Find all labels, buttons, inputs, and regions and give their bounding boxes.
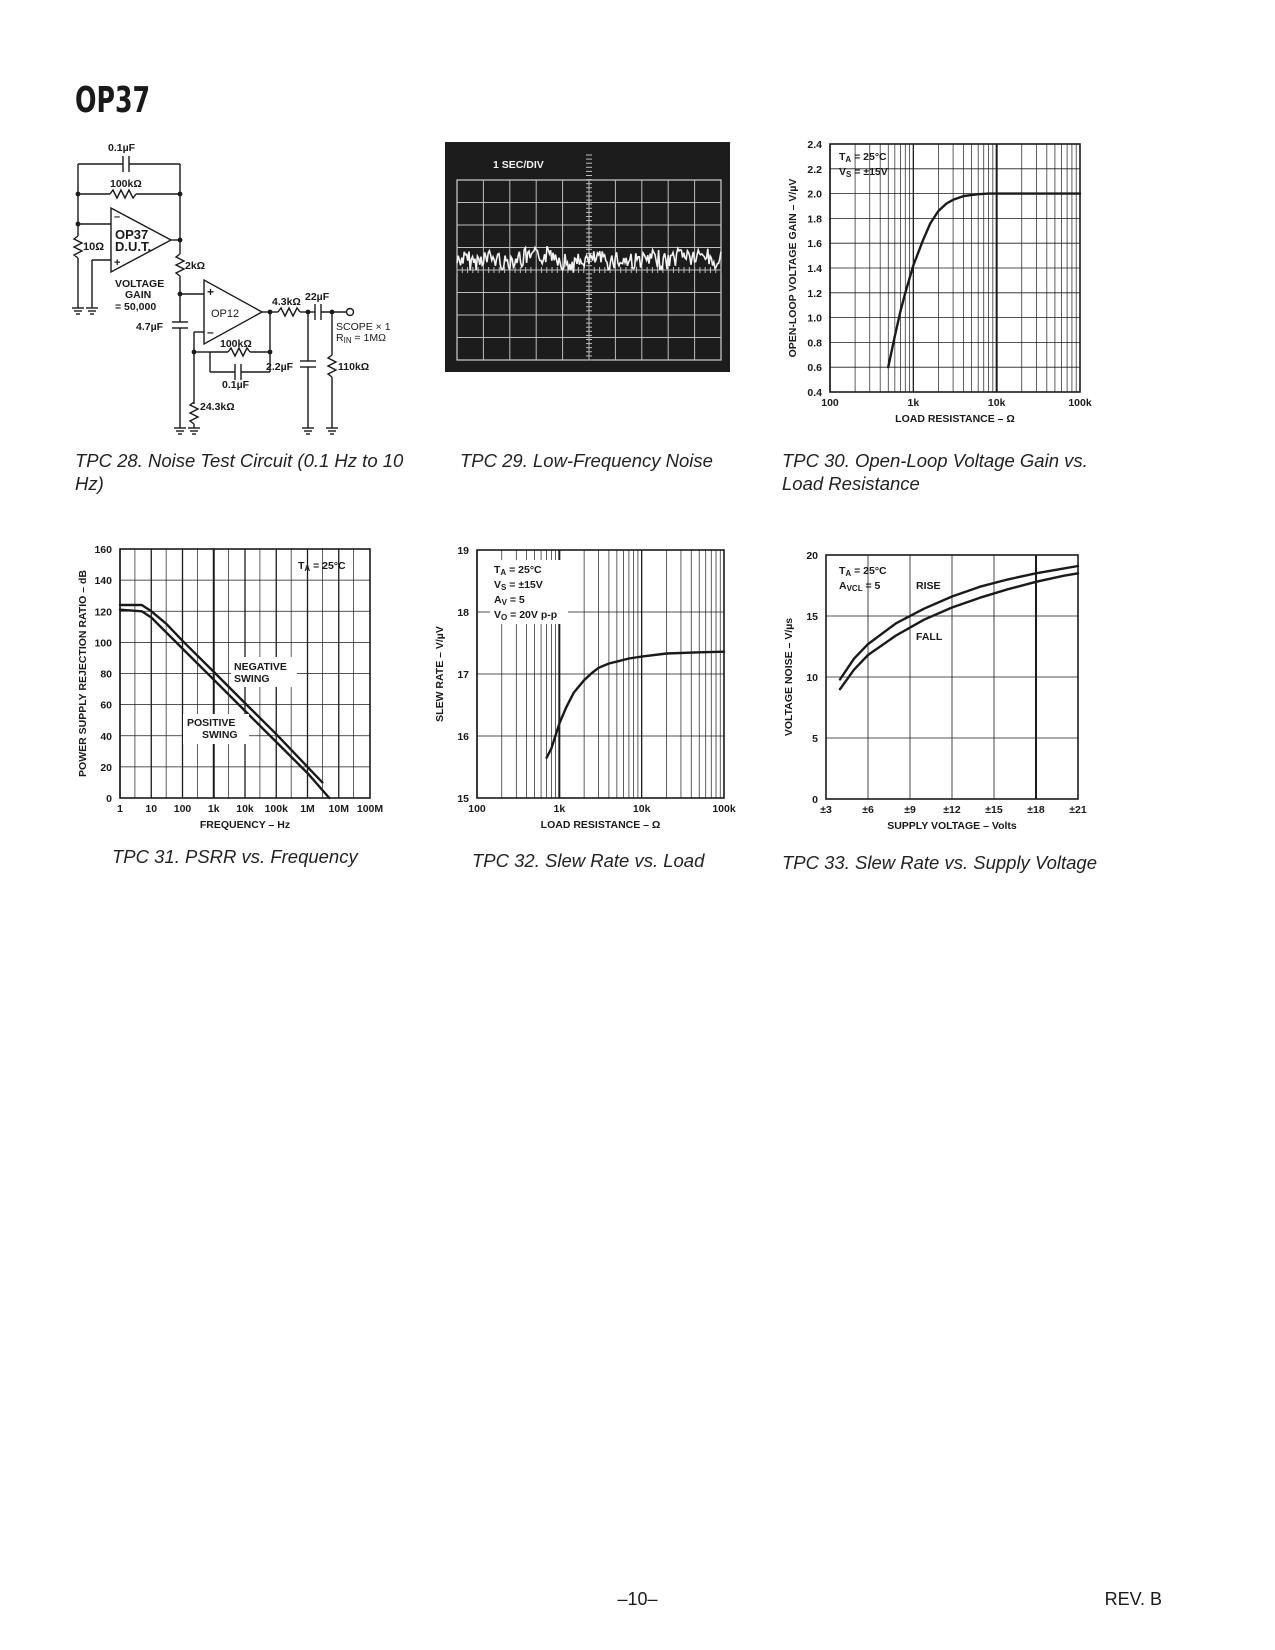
psrr-vs-frequency-chart <box>75 540 395 835</box>
x-tick-label: 100k <box>1068 397 1092 409</box>
slew-rate-vs-supply-chart <box>783 546 1098 842</box>
x-tick-label: 100k <box>264 803 288 815</box>
x-tick-label: 100M <box>356 803 384 815</box>
x-tick-label: ±21 <box>1069 804 1087 816</box>
svg-text:+: + <box>114 257 121 269</box>
svg-text:SWING: SWING <box>234 673 270 685</box>
y-axis-label: VOLTAGE NOISE – V/µs <box>783 617 795 737</box>
svg-text:D.U.T.: D.U.T. <box>115 239 152 254</box>
y-tick-label: 2.4 <box>807 139 822 151</box>
x-tick-label: 1k <box>207 803 220 815</box>
svg-text:TA = 25°C: TA = 25°C <box>494 564 542 577</box>
svg-text:4.7µF: 4.7µF <box>136 321 164 333</box>
svg-text:–: – <box>207 325 214 339</box>
y-tick-label: 0 <box>812 794 818 806</box>
svg-text:0.1µF: 0.1µF <box>222 379 250 391</box>
x-axis-label: SUPPLY VOLTAGE – Volts <box>887 820 1017 832</box>
page-number: –10– <box>617 1589 658 1609</box>
svg-text:TA = 25°C: TA = 25°C <box>839 151 887 164</box>
x-tick-label: 1k <box>553 803 566 815</box>
svg-text:110kΩ: 110kΩ <box>338 361 370 373</box>
y-tick-label: 20 <box>100 761 112 774</box>
x-tick-label: 10k <box>632 803 651 815</box>
series-line <box>120 605 322 782</box>
y-axis-label: SLEW RATE – V/µV <box>434 626 446 722</box>
y-tick-label: 60 <box>100 699 112 712</box>
y-tick-label: 40 <box>100 730 112 743</box>
y-axis-label: OPEN-LOOP VOLTAGE GAIN – V/µV <box>787 178 799 358</box>
y-tick-label: 0 <box>106 793 112 805</box>
x-tick-label: 10k <box>987 397 1006 409</box>
y-tick-label: 18 <box>457 607 469 619</box>
svg-text:–: – <box>114 211 121 223</box>
y-tick-label: 5 <box>812 733 818 745</box>
y-tick-label: 160 <box>94 544 112 556</box>
y-tick-label: 1.8 <box>807 213 822 226</box>
y-tick-label: 0.8 <box>807 337 822 350</box>
x-tick-label: ±15 <box>985 804 1003 816</box>
y-tick-label: 1.4 <box>807 263 822 275</box>
x-tick-label: 1 <box>117 803 123 815</box>
svg-text:24.3kΩ: 24.3kΩ <box>200 401 235 413</box>
svg-text:100kΩ: 100kΩ <box>110 178 142 190</box>
x-axis-label: FREQUENCY – Hz <box>199 819 291 831</box>
revision-label: REV. B <box>1104 1589 1162 1609</box>
figure-caption: TPC 29. Low-Frequency Noise <box>460 450 713 471</box>
y-tick-label: 10 <box>806 672 818 684</box>
x-tick-label: 10 <box>145 803 158 815</box>
svg-text:VOLTAGE: VOLTAGE <box>115 278 165 290</box>
figure-caption: TPC 31. PSRR vs. Frequency <box>112 846 358 867</box>
svg-text:100kΩ: 100kΩ <box>220 338 252 350</box>
x-tick-label: 1k <box>907 397 920 409</box>
svg-text:= 50,000: = 50,000 <box>115 301 157 313</box>
y-tick-label: 0.4 <box>807 387 822 399</box>
svg-text:AV = 5: AV = 5 <box>494 594 525 607</box>
y-tick-label: 80 <box>100 668 112 681</box>
svg-text:NEGATIVE: NEGATIVE <box>234 661 287 673</box>
svg-text:RIN = 1MΩ: RIN = 1MΩ <box>336 332 386 345</box>
svg-text:2kΩ: 2kΩ <box>185 260 206 272</box>
y-tick-label: 17 <box>457 669 469 681</box>
x-tick-label: 100 <box>821 397 839 409</box>
x-tick-label: ±18 <box>1027 804 1045 816</box>
y-tick-label: 16 <box>457 731 469 743</box>
y-axis-label: POWER SUPPLY REJECTION RATIO – dB <box>77 570 89 777</box>
y-tick-label: 15 <box>806 611 818 623</box>
svg-text:VS = ±15V: VS = ±15V <box>839 166 888 179</box>
oscilloscope-noise-trace <box>445 142 730 372</box>
series-line <box>547 652 724 758</box>
y-tick-label: 19 <box>457 545 469 557</box>
page-title: OP37 <box>75 80 151 121</box>
figure-caption: TPC 30. Open-Loop Voltage Gain vs. Load Resistance <box>782 450 1088 494</box>
x-tick-label: 100 <box>468 803 486 815</box>
figure-caption: TPC 28. Noise Test Circuit (0.1 Hz to 10 Hz) <box>75 450 404 494</box>
series-label-rise: RISE <box>916 580 941 592</box>
x-tick-label: ±6 <box>862 804 874 816</box>
x-tick-label: ±9 <box>904 804 916 816</box>
y-tick-label: 2.0 <box>807 188 822 201</box>
x-axis-label: LOAD RESISTANCE – Ω <box>895 413 1015 425</box>
x-tick-label: ±12 <box>943 804 961 816</box>
y-tick-label: 120 <box>94 606 112 619</box>
y-tick-label: 0.6 <box>807 362 822 375</box>
svg-text:4.3kΩ: 4.3kΩ <box>272 296 301 308</box>
open-loop-gain-vs-load-chart <box>780 138 1100 438</box>
svg-text:VS = ±15V: VS = ±15V <box>494 579 543 592</box>
figure-caption: TPC 33. Slew Rate vs. Supply Voltage <box>782 852 1097 873</box>
svg-text:OP37: OP37 <box>115 227 149 242</box>
x-tick-label: 10k <box>236 803 254 815</box>
y-tick-label: 20 <box>806 550 818 562</box>
series-label-fall: FALL <box>916 631 943 643</box>
y-tick-label: 1.0 <box>807 312 822 325</box>
svg-text:2.2µF: 2.2µF <box>266 361 294 373</box>
y-tick-label: 140 <box>94 575 112 588</box>
svg-text:VO = 20V p-p: VO = 20V p-p <box>494 609 558 622</box>
svg-text:0.1µF: 0.1µF <box>108 142 136 154</box>
noise-test-circuit-schematic <box>70 140 420 440</box>
svg-text:10Ω: 10Ω <box>83 241 105 253</box>
y-tick-label: 1.2 <box>807 287 822 300</box>
svg-text:SCOPE × 1: SCOPE × 1 <box>336 321 391 333</box>
y-tick-label: 100 <box>94 637 112 650</box>
x-axis-label: LOAD RESISTANCE – Ω <box>540 819 661 831</box>
svg-text:22µF: 22µF <box>305 291 330 303</box>
svg-text:TA = 25°C: TA = 25°C <box>839 565 887 578</box>
x-tick-label: 1M <box>300 803 315 815</box>
svg-text:SWING: SWING <box>202 729 238 741</box>
svg-text:TA = 25°C: TA = 25°C <box>298 560 346 573</box>
figure-caption: TPC 32. Slew Rate vs. Load <box>472 850 705 871</box>
x-tick-label: 10M <box>328 803 349 815</box>
svg-text:GAIN: GAIN <box>125 289 152 301</box>
svg-text:OP12: OP12 <box>211 308 240 320</box>
y-tick-label: 1.6 <box>807 238 822 251</box>
scope-timebase-label: 1 SEC/DIV <box>493 159 544 171</box>
svg-text:+: + <box>207 285 215 299</box>
y-tick-label: 15 <box>457 793 469 805</box>
x-tick-label: ±3 <box>820 804 832 816</box>
x-tick-label: 100 <box>173 803 192 815</box>
svg-text:AVCL = 5: AVCL = 5 <box>839 580 881 593</box>
svg-text:POSITIVE: POSITIVE <box>187 717 236 729</box>
x-tick-label: 100k <box>712 803 736 815</box>
y-tick-label: 2.2 <box>807 163 822 176</box>
slew-rate-vs-load-chart <box>432 542 752 840</box>
